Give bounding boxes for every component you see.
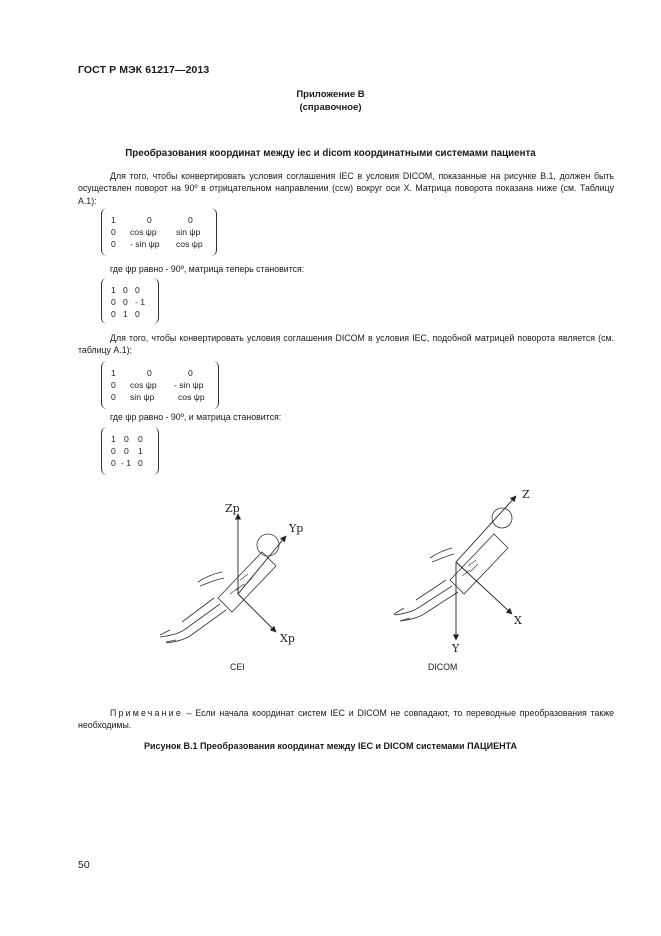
matrix-cell: 0 <box>111 227 116 237</box>
dicom-x-axis <box>456 562 512 614</box>
matrix-cell: cos ψp <box>178 392 205 402</box>
note-text: – Если начала координат систем IEC и DICOM не совпадают, то переводные преобразования также необходимы. <box>78 708 614 731</box>
page-number: 50 <box>78 859 90 871</box>
iec-axes <box>238 514 286 632</box>
figure-caption: Рисунок В.1 Преобразования координат между IEC и DICOM системами ПАЦИЕНТА <box>143 741 518 751</box>
matrix-cell: 0 <box>111 309 116 319</box>
dicom-axes <box>456 496 516 640</box>
rotation-matrix-iec-to-dicom <box>101 278 159 324</box>
appendix-subtitle: (справочное) <box>299 102 362 113</box>
patient-legs-dicom <box>394 580 458 621</box>
matrix-cell: - sin ψp <box>130 239 160 249</box>
patient-arm-dicom <box>430 548 454 562</box>
dicom-z-label: Z <box>522 490 530 501</box>
matrix-cell: 0 <box>111 392 116 402</box>
matrix-cell: 0 <box>111 297 116 307</box>
matrix-cell: 0 <box>111 380 116 390</box>
matrix-cell: 0 <box>135 309 140 319</box>
text-psi-minus-90-second: где ψp равно - 90º, и матрица становится: <box>110 412 282 422</box>
dicom-x-label: X <box>514 614 522 627</box>
dicom-z-axis <box>456 496 516 562</box>
document-header: ГОСТ Р МЭК 61217—2013 <box>78 64 210 76</box>
iec-z-label: Zp <box>225 502 240 515</box>
matrix-cell: 0 <box>124 434 129 444</box>
patient-head-iec <box>257 534 279 556</box>
dicom-figure <box>394 508 512 621</box>
matrix-cell: cos ψp <box>130 227 157 237</box>
matrix-cell: 1 <box>111 285 116 295</box>
matrix-cell: 1 <box>123 309 128 319</box>
text-psi-minus-90-first: где ψp равно - 90º, матрица теперь становится: <box>110 264 305 274</box>
dicom-y-label: Y <box>452 642 460 655</box>
matrix-cell: sin ψp <box>176 227 201 237</box>
figure-note <box>78 707 614 732</box>
iec-x-label: Xp <box>280 632 295 645</box>
matrix-cell: - sin ψp <box>174 380 204 390</box>
matrix-cell: 1 <box>111 434 116 444</box>
section-heading: Преобразования координат между iec и dicom координатными системами пациента <box>125 148 536 159</box>
figure-label-cei: CEI <box>230 662 245 672</box>
matrix-cell: cos ψp <box>130 380 157 390</box>
iec-y-axis <box>238 536 286 594</box>
figure-coordinate-systems <box>0 490 661 690</box>
matrix-cell: 1 <box>111 368 116 378</box>
matrix-cell: 0 <box>124 446 129 456</box>
matrix-cell: 0 <box>111 239 116 249</box>
matrix-cell: 0 <box>111 458 116 468</box>
rotation-matrix-general-iec-dicom <box>101 208 217 256</box>
appendix-title: Приложение В <box>296 89 365 100</box>
matrix-cell: 0 <box>138 434 143 444</box>
iec-y-label: Yp <box>289 522 304 535</box>
matrix-cell: 0 <box>147 215 152 225</box>
iec-x-axis <box>238 594 276 632</box>
matrix-cell: cos ψp <box>176 239 203 249</box>
matrix-cell: sin ψp <box>130 392 155 402</box>
matrix-cell: 1 <box>138 446 143 456</box>
matrix-cell: - 1 <box>121 458 132 468</box>
matrix-cell: 1 <box>111 215 116 225</box>
matrix-cell: 0 <box>123 297 128 307</box>
matrix-cell: 0 <box>123 285 128 295</box>
matrix-cell: 0 <box>135 285 140 295</box>
matrix-cell: 0 <box>111 446 116 456</box>
paragraph-dicom-to-iec: Для того, чтобы конвертировать условия соглашения DICOM в условия IEC, подобной матрицей поворота является (см. таблицу А.1): <box>78 333 614 356</box>
matrix-cell: - 1 <box>135 297 146 307</box>
iec-figure <box>160 534 279 643</box>
patient-legs-iec <box>160 598 226 643</box>
matrix-cell: 0 <box>147 368 152 378</box>
paragraph-iec-to-dicom: Для того, чтобы конвертировать условия соглашения IEC в условия DICOM, показанные на рисунке В.1, должен быть осуществлен поворот на 90º в отрицательном направлении (ccw) вокруг оси Х. Матрица поворота показана ниже (см. Таблицу А.1): <box>78 171 614 206</box>
patient-arm-iec <box>198 572 224 586</box>
figure-label-dicom: DICOM <box>428 662 458 672</box>
rotation-matrix-general-dicom-iec <box>101 361 219 409</box>
note-label: Примечание <box>110 708 183 718</box>
rotation-matrix-dicom-to-iec <box>101 427 159 475</box>
matrix-cell: 0 <box>188 368 193 378</box>
matrix-cell: 0 <box>188 215 193 225</box>
matrix-cell: 0 <box>138 458 143 468</box>
